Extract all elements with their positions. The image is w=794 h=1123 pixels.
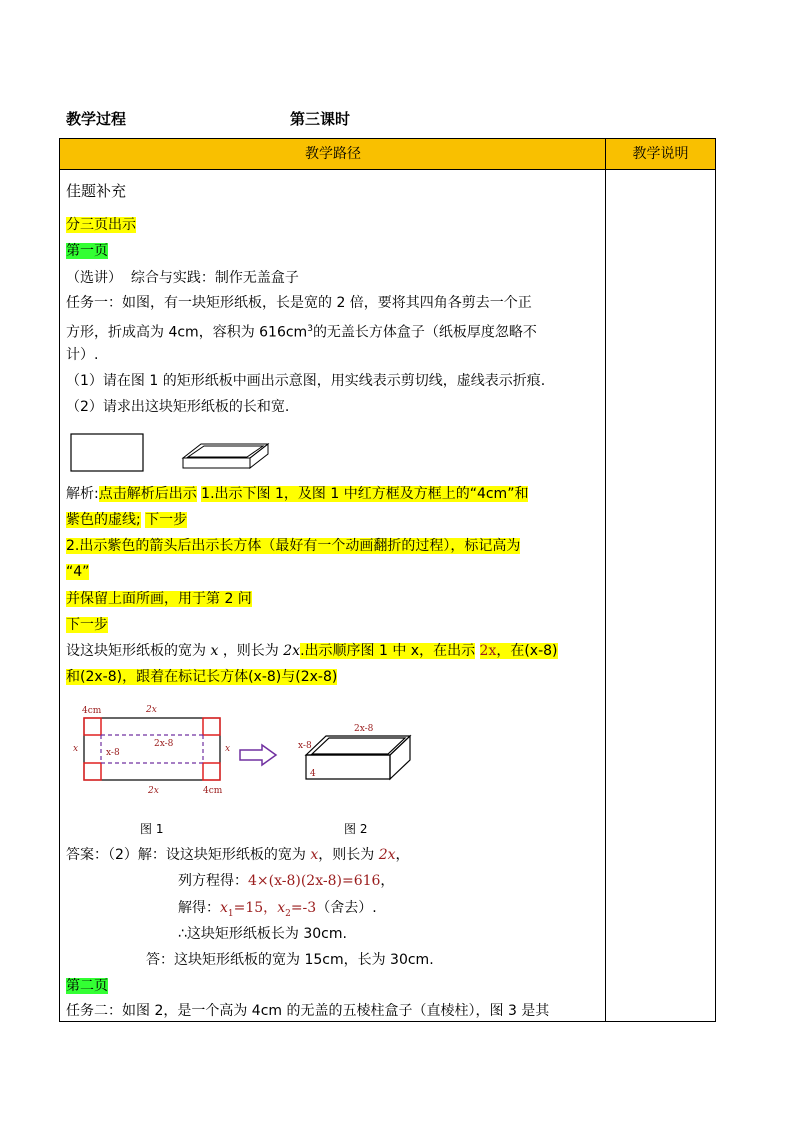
analysis-line6: 下一步 (66, 617, 108, 633)
analysis-line1: 解析:点击解析后出示 1.出示下图 1，及图 1 中红方框及方框上的“4cm”和 (66, 486, 529, 502)
analysis-line5: 并保留上面所画，用于第 2 问 (66, 591, 252, 607)
task2-line1: 任务二：如图 2，是一个高为 4cm 的无盖的五棱柱盒子（直棱柱），图 3 是其 (66, 1003, 550, 1019)
sketch-rectangle (71, 434, 143, 471)
section-title: 教学过程 (66, 110, 127, 128)
analysis-line4: “4” (66, 564, 90, 580)
answer-line3: 解得：$x_1=15$，$x_2=-3$（舍去）. (178, 900, 377, 919)
caption-fig1: 图 1 (140, 822, 164, 836)
hint-show-pages: 分三页出示 (66, 217, 136, 233)
analysis-line7: 设这块矩形纸板的宽为 x ，则长为 2x.出示顺序图 1 中 x，在出示 2x，在(x-8) (66, 643, 558, 659)
answer-line2: 列方程得：4×(x-8)(2x-8)=616， (178, 873, 395, 889)
col-header-side: 教学说明 (632, 146, 689, 162)
cut-squares (84, 718, 220, 780)
label-2x-bottom: 2x (148, 786, 159, 796)
label-x-left: x (73, 744, 79, 754)
answer-line4: ∴这块矩形纸板长为 30cm. (178, 926, 347, 942)
figures (70, 698, 430, 838)
task1-line1: 任务一：如图，有一块矩形纸板，长是宽的 2 倍，要将其四角各剪去一个正 (66, 295, 532, 311)
page2-marker: 第二页 (66, 978, 108, 994)
arrow-icon (240, 745, 276, 765)
label-2x8-inner: 2x-8 (154, 739, 174, 749)
analysis-line2: 紫色的虚线; 下一步 (66, 512, 188, 528)
column-divider (605, 139, 606, 1021)
answer-line5: 答：这块矩形纸板的宽为 15cm，长为 30cm. (146, 952, 434, 968)
question-2: （2）请求出这块矩形纸板的长和宽. (66, 399, 290, 415)
label-2x-top: 2x (146, 705, 157, 715)
label-box-2x8: 2x-8 (354, 724, 374, 734)
label-4cm-bottom: 4cm (203, 786, 223, 796)
table-header (60, 139, 715, 170)
analysis-line8: 和(2x-8)，跟着在标记长方体(x-8)与(2x-8) (66, 669, 338, 685)
sketch-box (183, 444, 268, 468)
caption-fig2: 图 2 (344, 822, 368, 836)
label-4cm-top: 4cm (82, 706, 102, 716)
label-x8-inner: x-8 (106, 748, 120, 758)
label-box-x8: x-8 (298, 741, 312, 751)
task-sketch (70, 430, 270, 475)
lesson-title: 第三课时 (290, 110, 351, 128)
task1-line2: 方形，折成高为 4cm，容积为 $616cm^3$的无盖长方体盒子（纸板厚度忽略不 (66, 324, 537, 341)
page1-marker: 第一页 (66, 243, 108, 259)
col-header-main: 教学路径 (305, 146, 361, 162)
label-x-right: x (225, 744, 231, 754)
answer-line1: 答案：（2）解：设这块矩形纸板的宽为 x，则长为 2x， (66, 847, 410, 863)
figure-1 (73, 705, 230, 796)
content-title: 佳题补充 (66, 182, 127, 200)
figure-2 (298, 724, 410, 779)
task1-line3: 计）. (66, 347, 99, 363)
question-1: （1）请在图 1 的矩形纸板中画出示意图，用实线表示剪切线，虚线表示折痕. (66, 373, 546, 389)
label-box-height: 4 (310, 769, 316, 779)
task-intro: （选讲） 综合与实践：制作无盖盒子 (66, 270, 299, 286)
board-outline (84, 718, 220, 780)
analysis-line3: 2.出示紫色的箭头后出示长方体（最好有一个动画翻折的过程），标记高为 (66, 538, 521, 554)
